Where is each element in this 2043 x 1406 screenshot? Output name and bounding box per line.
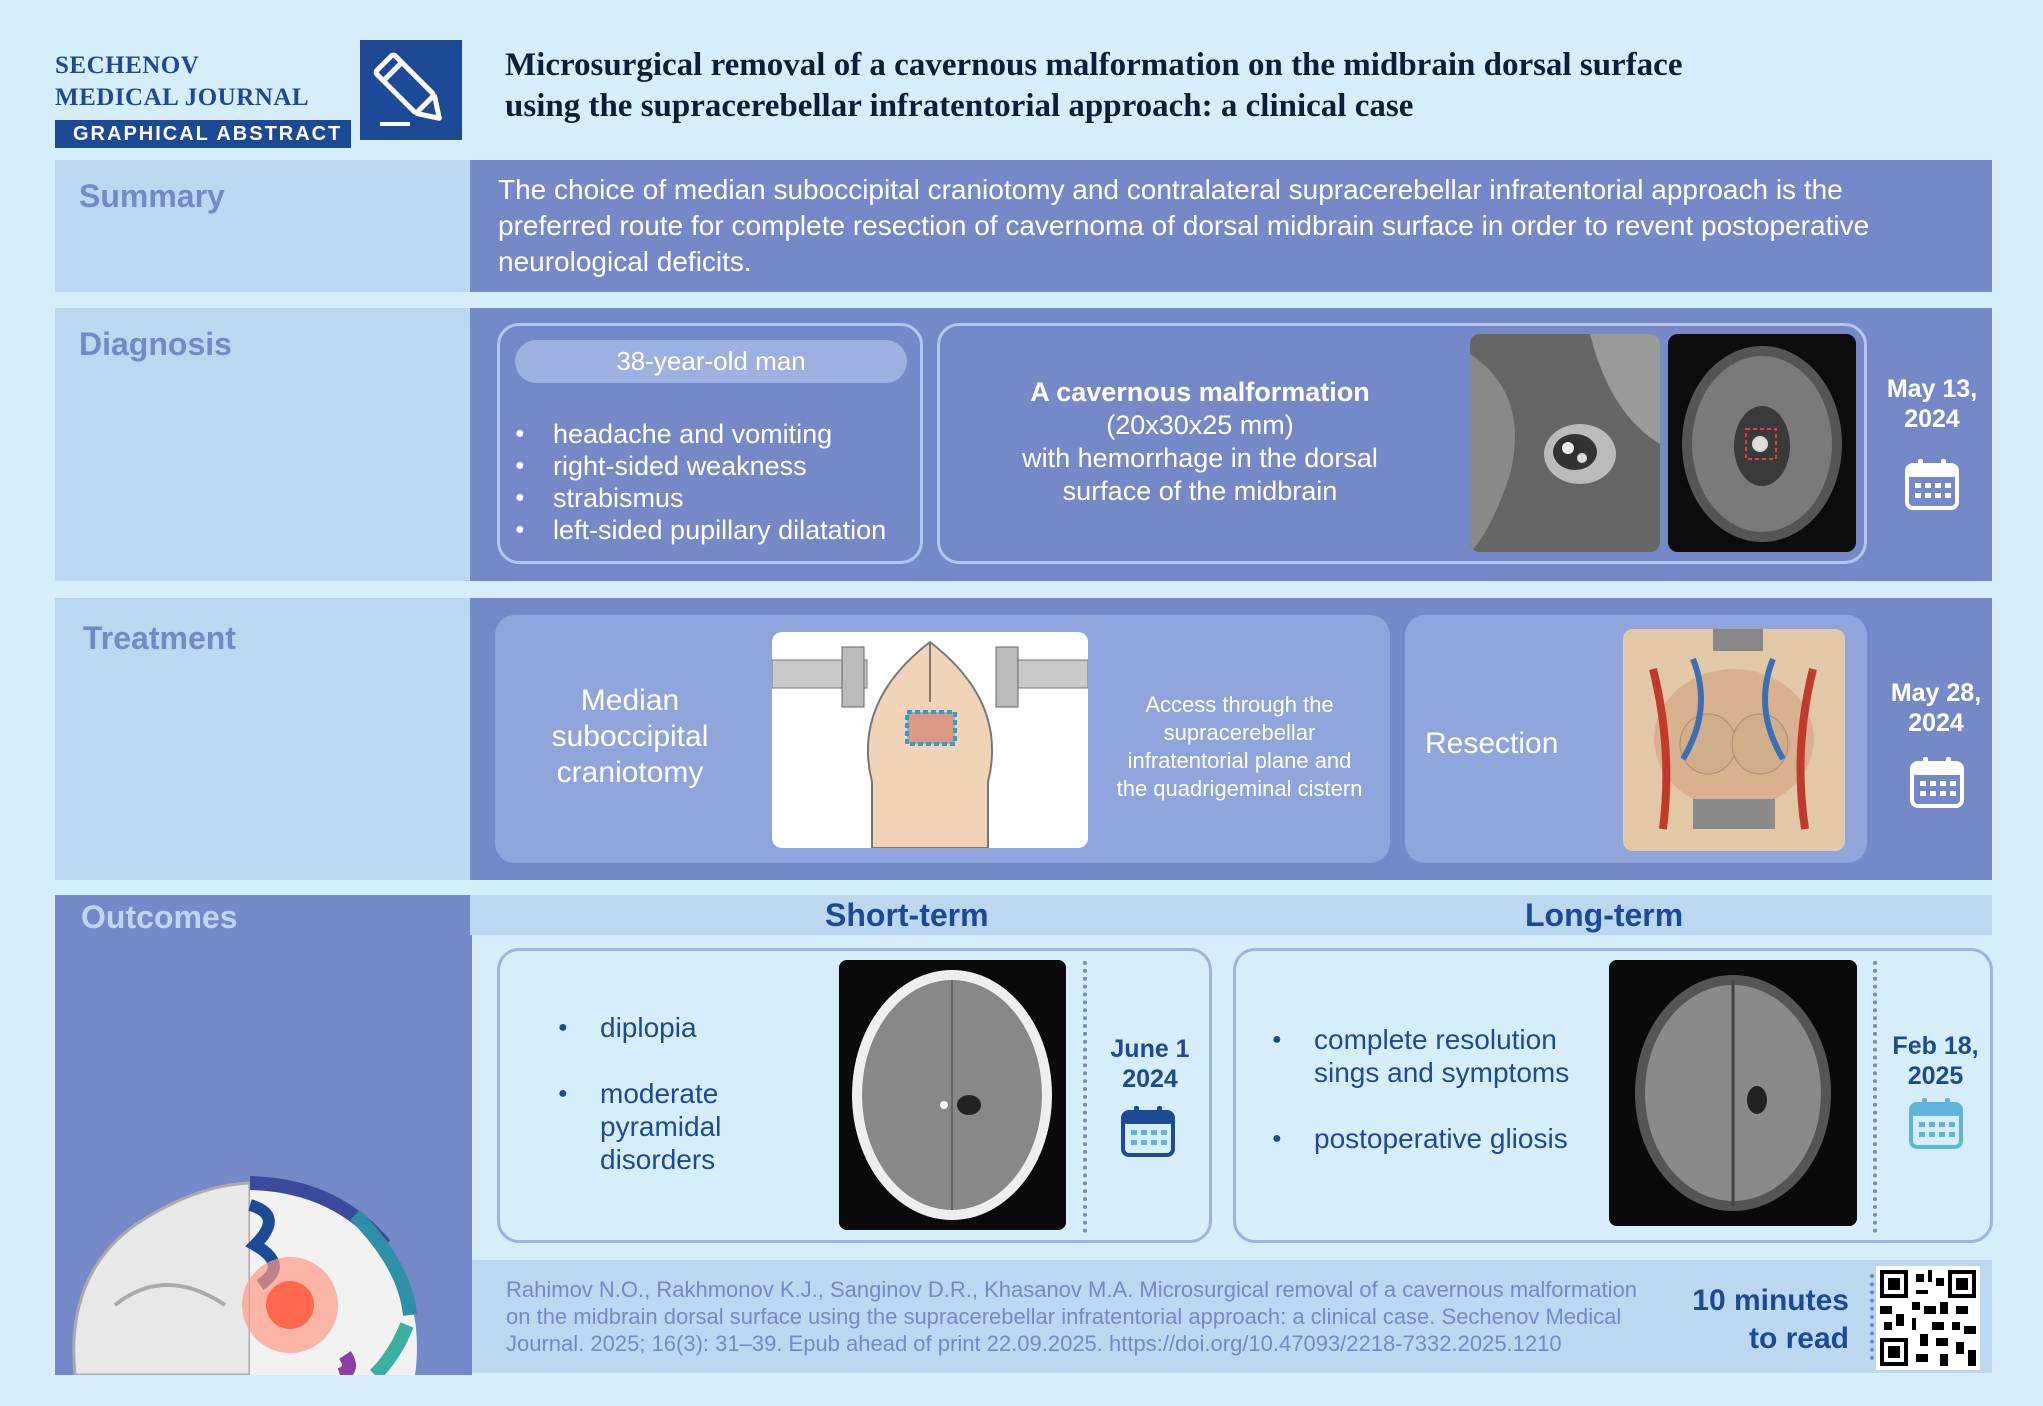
pencil-icon bbox=[360, 40, 462, 140]
resection-illustration bbox=[1623, 629, 1845, 851]
short-term-date-line1: June 1 bbox=[1110, 1035, 1190, 1063]
symptom-item: ● strabismus bbox=[515, 482, 886, 514]
summary-label: Summary bbox=[79, 178, 225, 214]
craniotomy-line1: Median bbox=[580, 684, 680, 717]
summary-body bbox=[470, 160, 1992, 292]
citation-text: Rahimov N.O., Rakhmonov K.J., Sanginov D.R., Khasanov M.A. Microsurgical removal of a cavernous malformation on the midbrain dorsal surface using the supracerebellar infratentorial approach: a clinical case. Sechenov Medical Journal. 2025; 16(3): 31–39. Epub ahead of print 22.09.2025. https://doi.org/10.47093/2218-7332.2025.1210 bbox=[506, 1277, 1638, 1356]
short-term-heading: Short-term bbox=[825, 897, 989, 933]
short-term-item: ● moderate pyramidal disorders bbox=[558, 1077, 798, 1176]
title-line2: using the supracerebellar infratentorial approach: a clinical case bbox=[505, 88, 1414, 124]
long-term-heading: Long-term bbox=[1525, 897, 1684, 933]
outcomes-label-panel bbox=[55, 895, 472, 1375]
journal-name-line2: MEDICAL JOURNAL bbox=[55, 84, 310, 111]
resection-label: Resection bbox=[1425, 727, 1559, 760]
calendar-icon bbox=[1909, 755, 1965, 809]
diagnosis-body bbox=[470, 308, 1992, 581]
access-line2: supracerebellar bbox=[1163, 720, 1316, 745]
long-term-list bbox=[1272, 1023, 1592, 1188]
craniotomy-illustration bbox=[772, 632, 1088, 848]
ct-scan-image bbox=[839, 960, 1066, 1230]
treatment-date bbox=[1876, 678, 1996, 738]
flair-mri-image bbox=[1609, 960, 1857, 1226]
treatment-section bbox=[55, 598, 1992, 880]
reading-time-line2: to read bbox=[1748, 1322, 1849, 1355]
graphical-abstract-badge: GRAPHICAL ABSTRACT bbox=[55, 120, 351, 148]
patient-panel bbox=[497, 323, 923, 564]
short-term-date bbox=[1095, 1034, 1205, 1094]
symptom-item: ● headache and vomiting bbox=[515, 418, 886, 450]
page-title bbox=[505, 45, 1905, 127]
finding-line4: surface of the midbrain bbox=[1062, 476, 1338, 506]
treatment-date-line2: 2024 bbox=[1908, 709, 1964, 737]
treatment-date-line1: May 28, bbox=[1890, 679, 1982, 707]
finding-panel bbox=[937, 323, 1867, 564]
finding-line3: with hemorrhage in the dorsal bbox=[1022, 443, 1378, 473]
diagnosis-label: Diagnosis bbox=[79, 326, 232, 362]
short-term-panel bbox=[497, 948, 1212, 1243]
summary-text: The choice of median suboccipital craniotomy and contralateral supracerebellar infratentorial approach is the preferred route for complete resection of cavernoma of dorsal midbrain surface in order to revent postoperative neurological deficits. bbox=[498, 174, 1870, 277]
reading-time bbox=[1649, 1282, 1849, 1358]
mri-axial-image bbox=[1668, 334, 1856, 552]
qr-code[interactable] bbox=[1876, 1266, 1980, 1370]
calendar-icon bbox=[1120, 1104, 1176, 1158]
long-term-date-line2: 2025 bbox=[1907, 1062, 1964, 1090]
outcomes-label: Outcomes bbox=[81, 899, 238, 935]
diagnosis-date bbox=[1872, 374, 1992, 434]
finding-size: (20x30x25 mm) bbox=[1106, 410, 1294, 440]
treatment-label-panel bbox=[55, 598, 470, 880]
treatment-body bbox=[470, 598, 1992, 880]
short-term-list bbox=[558, 1011, 798, 1209]
access-line1: Access through the bbox=[1145, 692, 1334, 717]
journal-name-line1: SECHENOV bbox=[55, 52, 200, 79]
resection-panel bbox=[1405, 615, 1867, 863]
craniotomy-panel bbox=[495, 615, 1390, 863]
short-term-item: ● diplopia bbox=[558, 1011, 798, 1044]
finding-text bbox=[970, 376, 1430, 508]
long-term-item: ● postoperative gliosis bbox=[1272, 1122, 1592, 1155]
craniotomy-line3: craniotomy bbox=[556, 756, 704, 789]
symptom-item: ● right-sided weakness bbox=[515, 450, 886, 482]
long-term-date bbox=[1883, 1031, 1988, 1091]
summary-section bbox=[55, 160, 1992, 292]
reading-time-line1: 10 minutes bbox=[1692, 1284, 1849, 1317]
craniotomy-label bbox=[515, 683, 745, 791]
title-line1: Microsurgical removal of a cavernous malformation on the midbrain dorsal surface bbox=[505, 47, 1683, 83]
calendar-icon bbox=[1904, 457, 1960, 511]
brain-illustration bbox=[55, 1155, 472, 1375]
mri-zoom-image bbox=[1470, 334, 1660, 552]
calendar-icon bbox=[1908, 1096, 1964, 1150]
outcomes-header bbox=[470, 895, 1992, 935]
summary-label-panel bbox=[55, 160, 470, 292]
citation-bar bbox=[472, 1260, 1992, 1373]
long-term-panel bbox=[1233, 948, 1993, 1243]
symptom-list bbox=[515, 418, 886, 546]
access-description bbox=[1097, 691, 1382, 803]
short-term-divider bbox=[1083, 961, 1087, 1233]
symptom-item: ● left-sided pupillary dilatation bbox=[515, 514, 886, 546]
long-term-date-line1: Feb 18, bbox=[1892, 1032, 1979, 1060]
diagnosis-section bbox=[55, 308, 1992, 581]
access-line4: the quadrigeminal cistern bbox=[1116, 776, 1363, 801]
diagnosis-date-line2: 2024 bbox=[1904, 405, 1960, 433]
craniotomy-line2: suboccipital bbox=[551, 720, 709, 753]
long-term-divider bbox=[1873, 961, 1877, 1233]
diagnosis-date-line1: May 13, bbox=[1886, 375, 1978, 403]
reading-divider bbox=[1870, 1274, 1874, 1360]
diagnosis-label-panel bbox=[55, 308, 470, 581]
long-term-item: ● complete resolution sings and symptoms bbox=[1272, 1023, 1592, 1089]
patient-pill: 38-year-old man bbox=[515, 340, 907, 383]
finding-title: A cavernous malformation bbox=[1030, 377, 1370, 407]
short-term-date-line2: 2024 bbox=[1122, 1065, 1178, 1093]
access-line3: infratentorial plane and bbox=[1127, 748, 1352, 773]
journal-logo bbox=[55, 50, 355, 148]
treatment-label: Treatment bbox=[83, 620, 236, 656]
